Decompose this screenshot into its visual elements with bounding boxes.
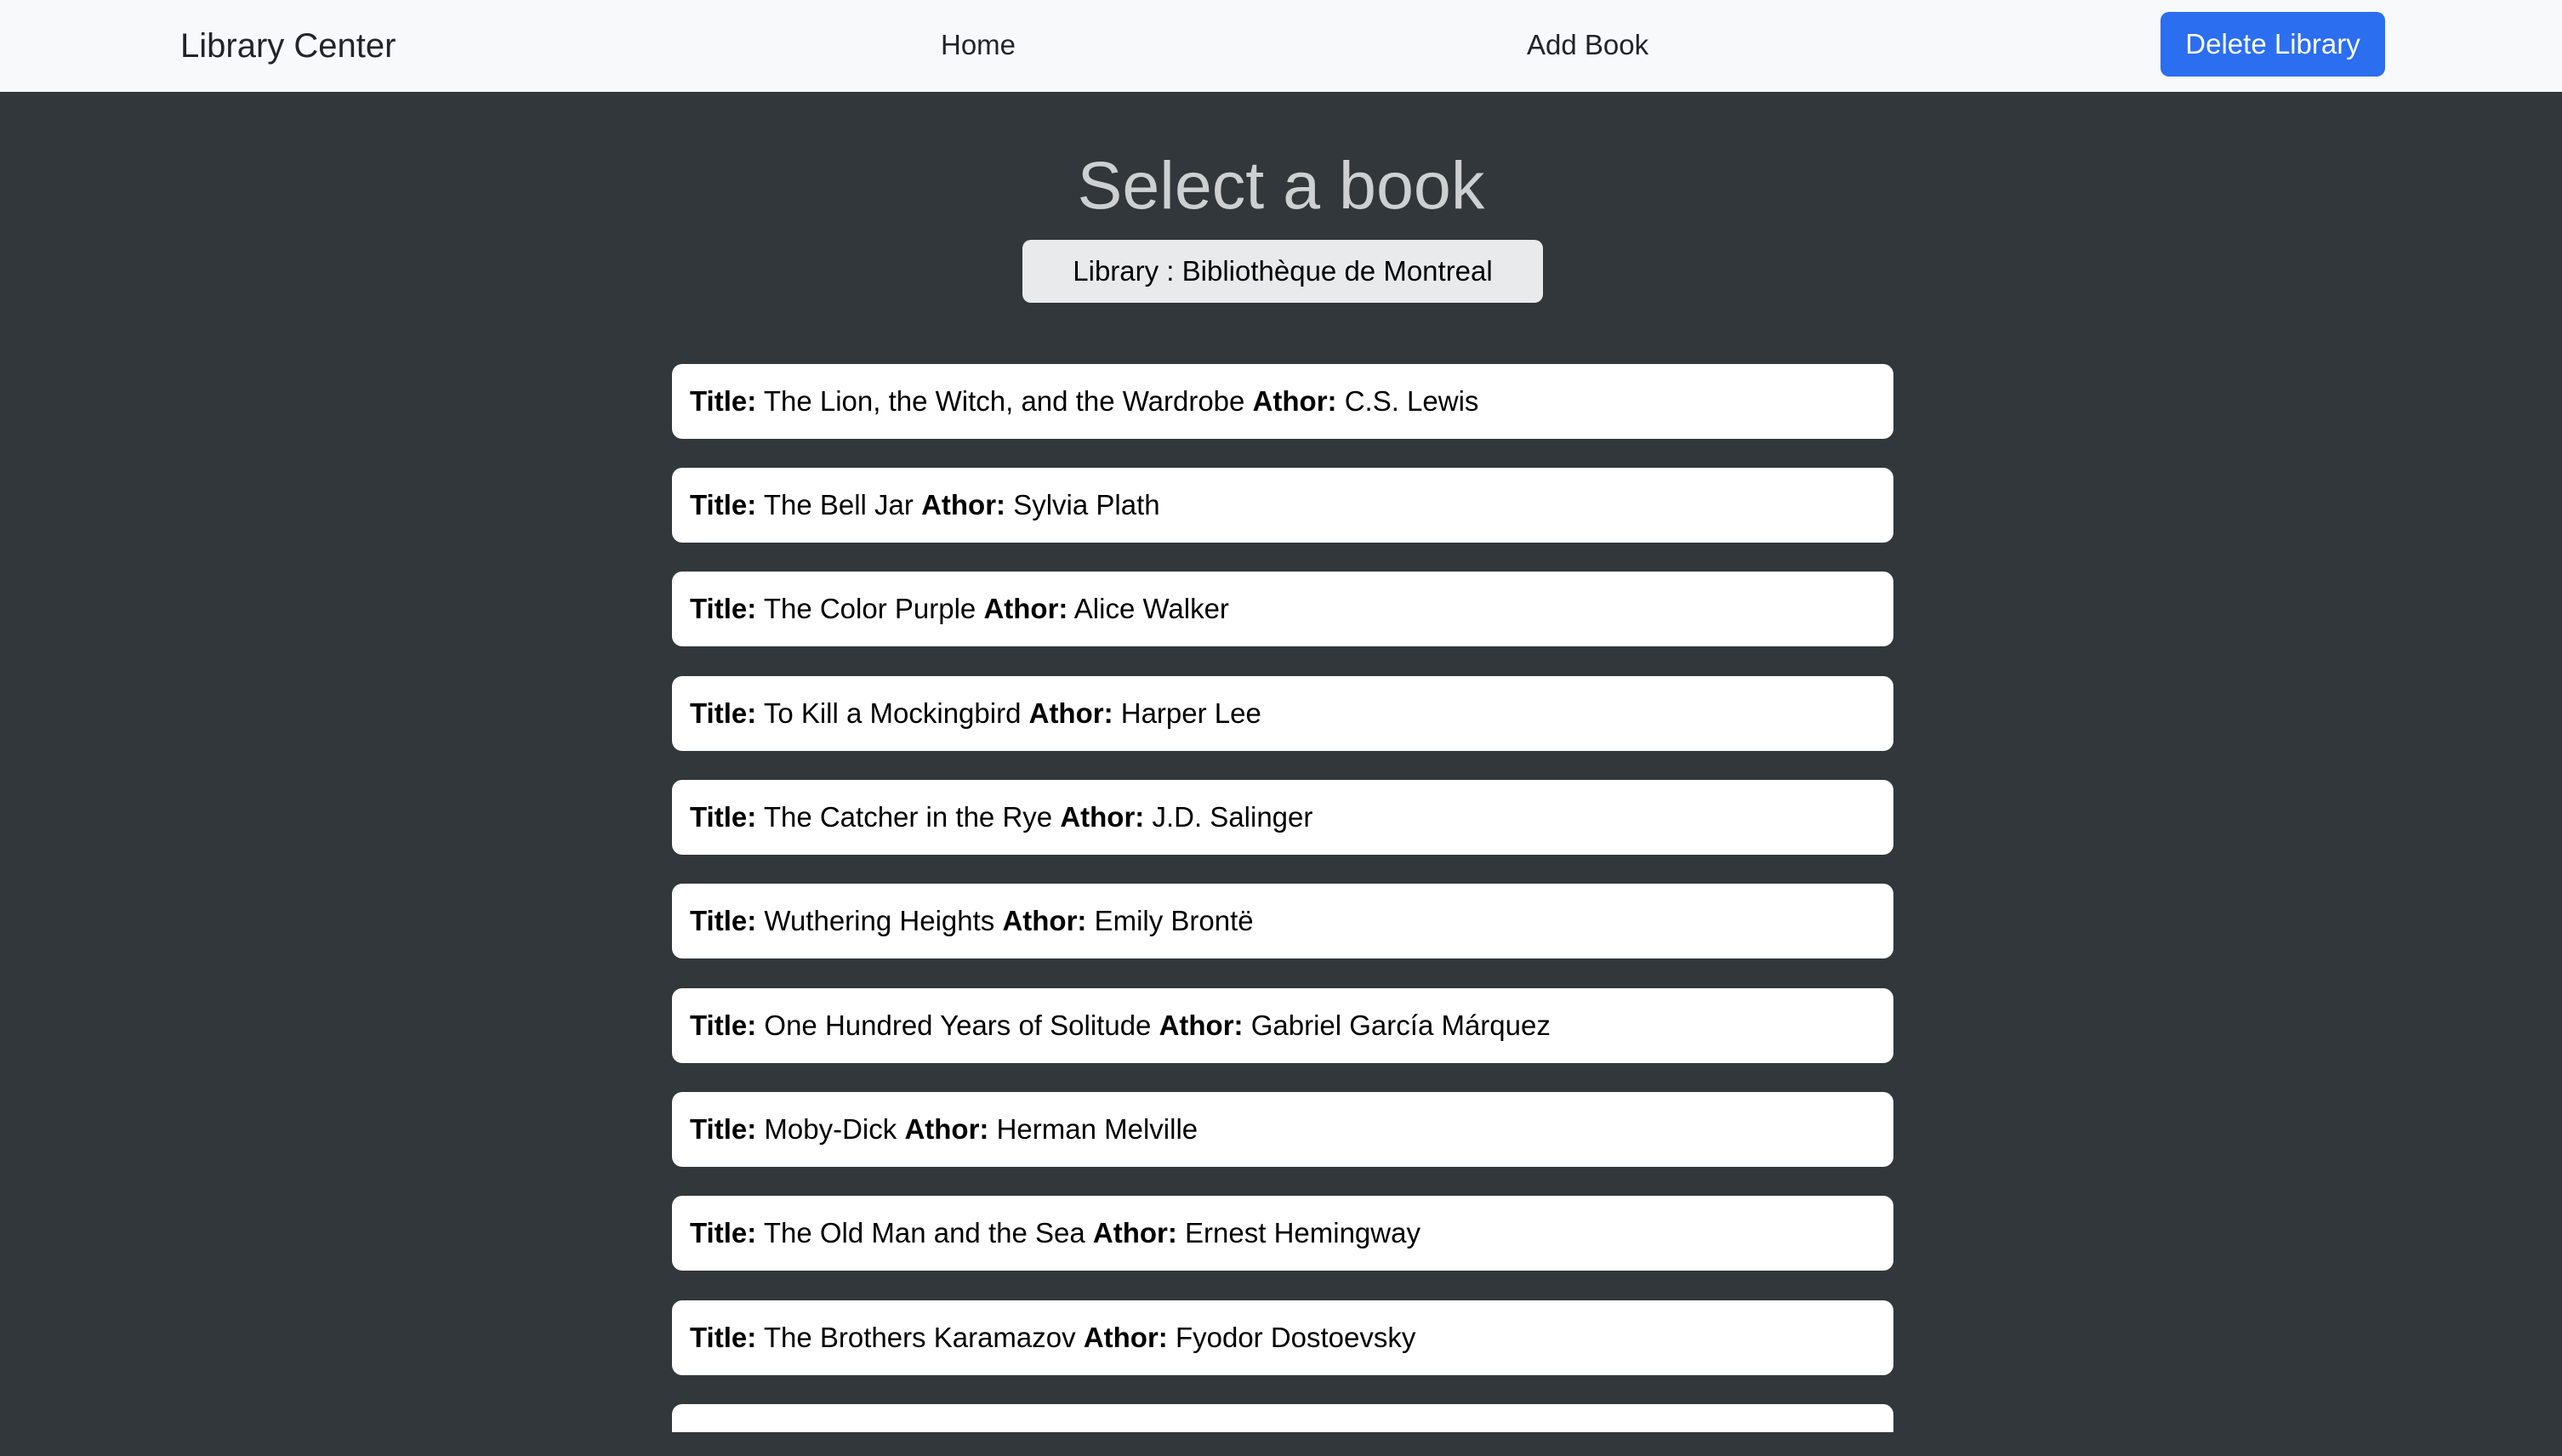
book-title: The Bell Jar (763, 489, 914, 520)
book-list-item[interactable] (672, 1300, 1893, 1375)
brand-link[interactable]: Library Center (180, 27, 396, 65)
book-title: The Brothers Karamazov (763, 1322, 1076, 1353)
book-list-item[interactable] (672, 364, 1893, 439)
author-label: Athor: (1028, 697, 1113, 729)
book-author: Gabriel García Márquez (1250, 1010, 1551, 1041)
book-title: The Lion, the Witch, and the Wardrobe (763, 385, 1245, 417)
book-list (672, 364, 1893, 1432)
author-label: Athor: (983, 593, 1068, 624)
book-title: The Color Purple (763, 593, 976, 624)
author-label: Athor: (1002, 905, 1087, 936)
book-author: C.S. Lewis (1344, 385, 1479, 417)
book-title: Moby-Dick (764, 1113, 897, 1145)
book-list-item[interactable] (672, 676, 1893, 751)
author-label: Athor: (1060, 801, 1145, 833)
book-author: Emily Brontë (1094, 905, 1254, 936)
book-list-item[interactable] (672, 1196, 1893, 1271)
book-author: Alice Walker (1073, 593, 1229, 624)
book-list-item[interactable] (672, 1404, 1893, 1432)
book-author: Harper Lee (1120, 697, 1261, 729)
book-list-item[interactable] (672, 988, 1893, 1063)
title-label: Title: (690, 801, 757, 833)
book-list-item[interactable] (672, 572, 1893, 646)
author-label: Athor: (1159, 1010, 1244, 1041)
page-title: Select a book (1077, 147, 1485, 223)
nav-link-add-book[interactable]: Add Book (1527, 29, 1649, 60)
book-title: Wuthering Heights (764, 905, 995, 936)
book-list-item[interactable] (672, 468, 1893, 543)
title-label: Title: (690, 1113, 757, 1145)
title-label: Title: (690, 1322, 757, 1353)
author-label: Athor: (904, 1113, 989, 1145)
book-author: Sylvia Plath (1013, 489, 1160, 520)
navbar (0, 0, 2562, 92)
book-author: J.D. Salinger (1152, 801, 1313, 833)
title-label: Title: (690, 593, 757, 624)
book-title: One Hundred Years of Solitude (764, 1010, 1152, 1041)
title-label: Title: (690, 1010, 757, 1041)
author-label: Athor: (1083, 1322, 1168, 1353)
book-list-item[interactable] (672, 1092, 1893, 1167)
book-author: Herman Melville (996, 1113, 1198, 1145)
title-label: Title: (690, 489, 757, 520)
book-list-item[interactable] (672, 780, 1893, 855)
delete-library-button[interactable]: Delete Library (2161, 12, 2385, 77)
nav-link-home[interactable]: Home (941, 29, 1016, 60)
title-label: Title: (690, 905, 757, 936)
book-list-item[interactable] (672, 884, 1893, 958)
book-title: The Old Man and the Sea (763, 1217, 1085, 1248)
library-badge: Library : Bibliothèque de Montreal (1022, 240, 1543, 303)
book-title: To Kill a Mockingbird (763, 697, 1022, 729)
author-label: Athor: (1092, 1217, 1177, 1248)
title-label: Title: (690, 385, 757, 417)
book-author: Fyodor Dostoevsky (1175, 1322, 1416, 1353)
book-title: The Catcher in the Rye (763, 801, 1053, 833)
author-label: Athor: (1252, 385, 1337, 417)
author-label: Athor: (921, 489, 1006, 520)
title-label: Title: (690, 1217, 757, 1248)
title-label: Title: (690, 697, 757, 729)
book-author: Ernest Hemingway (1185, 1217, 1420, 1248)
